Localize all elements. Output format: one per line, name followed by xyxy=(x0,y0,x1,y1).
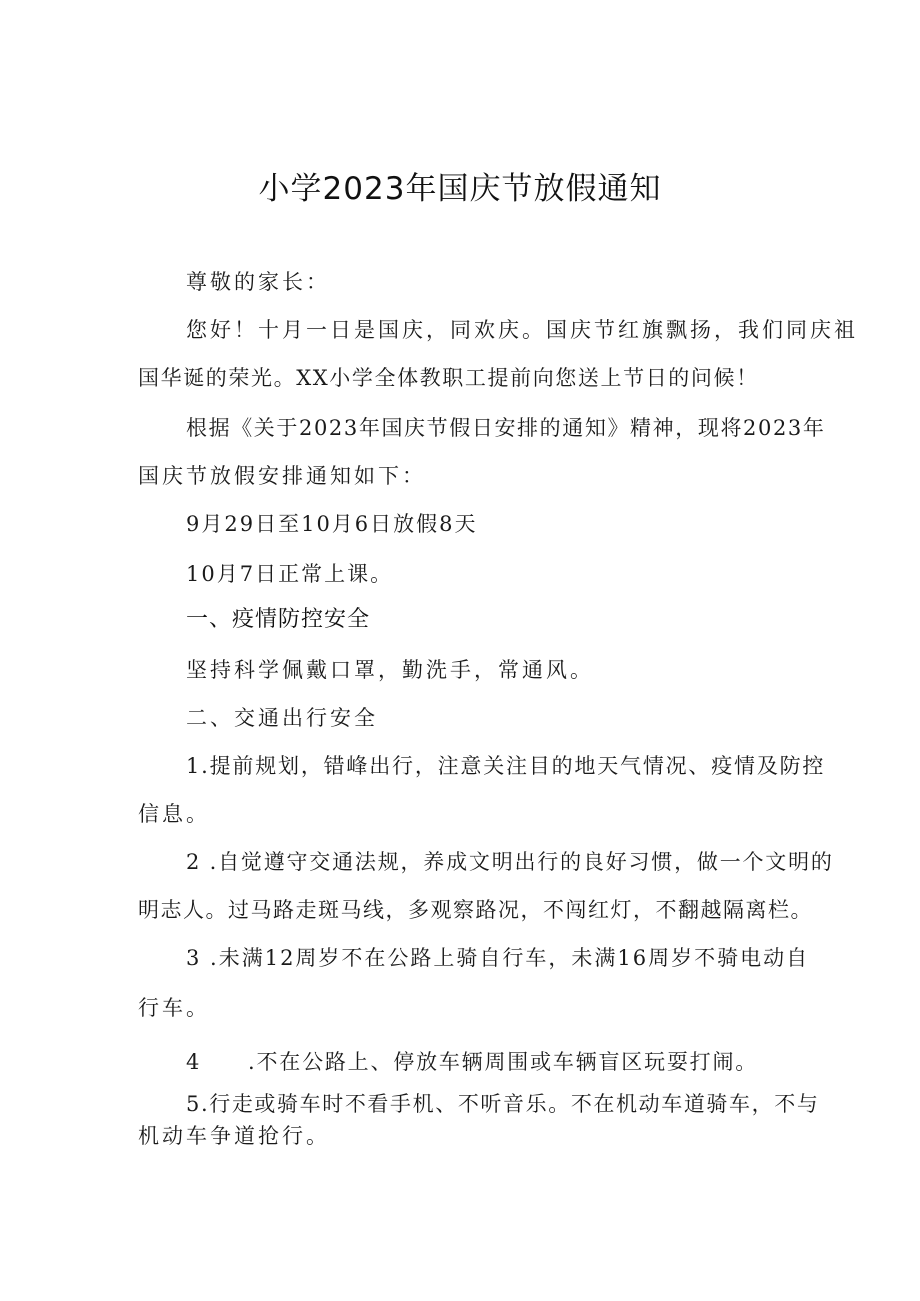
intro-paragraph-line-1: 您好！十月一日是国庆，同欢庆。国庆节红旗飘扬，我们同庆祖 xyxy=(186,318,858,342)
item-4-number: 4 xyxy=(186,1050,202,1074)
item-2-line-1: 2 .自觉遵守交通法规，养成文明出行的良好习惯，做一个文明的 xyxy=(186,850,834,874)
section-2-heading: 二、交通出行安全 xyxy=(186,706,378,730)
salutation: 尊敬的家长： xyxy=(186,270,330,294)
section-1-heading: 一、疫情防控安全 xyxy=(186,607,371,632)
item-2-line-2: 明志人。过马路走斑马线，多观察路况，不闯红灯，不翻越隔离栏。 xyxy=(138,898,813,922)
item-4-line xyxy=(186,1048,758,1076)
resume-date: 10月7日正常上课。 xyxy=(186,562,394,586)
item-5-line-1: 5.行走或骑车时不看手机、不听音乐。不在机动车道骑车，不与 xyxy=(186,1092,820,1116)
item-3-line-2: 行车。 xyxy=(138,996,210,1020)
item-1-line-2: 信息。 xyxy=(138,802,210,826)
section-1-text: 坚持科学佩戴口罩，勤洗手，常通风。 xyxy=(186,658,594,682)
item-1-line-1: 1.提前规划，错峰出行，注意关注目的地天气情况、疫情及防控 xyxy=(186,754,826,778)
item-3-line-1: 3 .未满12周岁不在公路上骑自行车，未满16周岁不骑电动自 xyxy=(186,946,810,970)
holiday-dates: 9月29日至10月6日放假8天 xyxy=(186,512,478,536)
item-4-text: .不在公路上、停放车辆周围或车辆盲区玩耍打闹。 xyxy=(248,1050,759,1074)
basis-paragraph-line-2: 国庆节放假安排通知如下： xyxy=(138,464,426,488)
basis-paragraph-line-1: 根据《关于2023年国庆节假日安排的通知》精神，现将2023年 xyxy=(186,416,826,440)
item-5-line-2: 机动车争道抢行。 xyxy=(138,1124,330,1148)
intro-paragraph-line-2: 国华诞的荣光。XX小学全体教职工提前向您送上节日的问候！ xyxy=(138,366,759,390)
document-title: 小学2023年国庆节放假通知 xyxy=(258,171,662,207)
